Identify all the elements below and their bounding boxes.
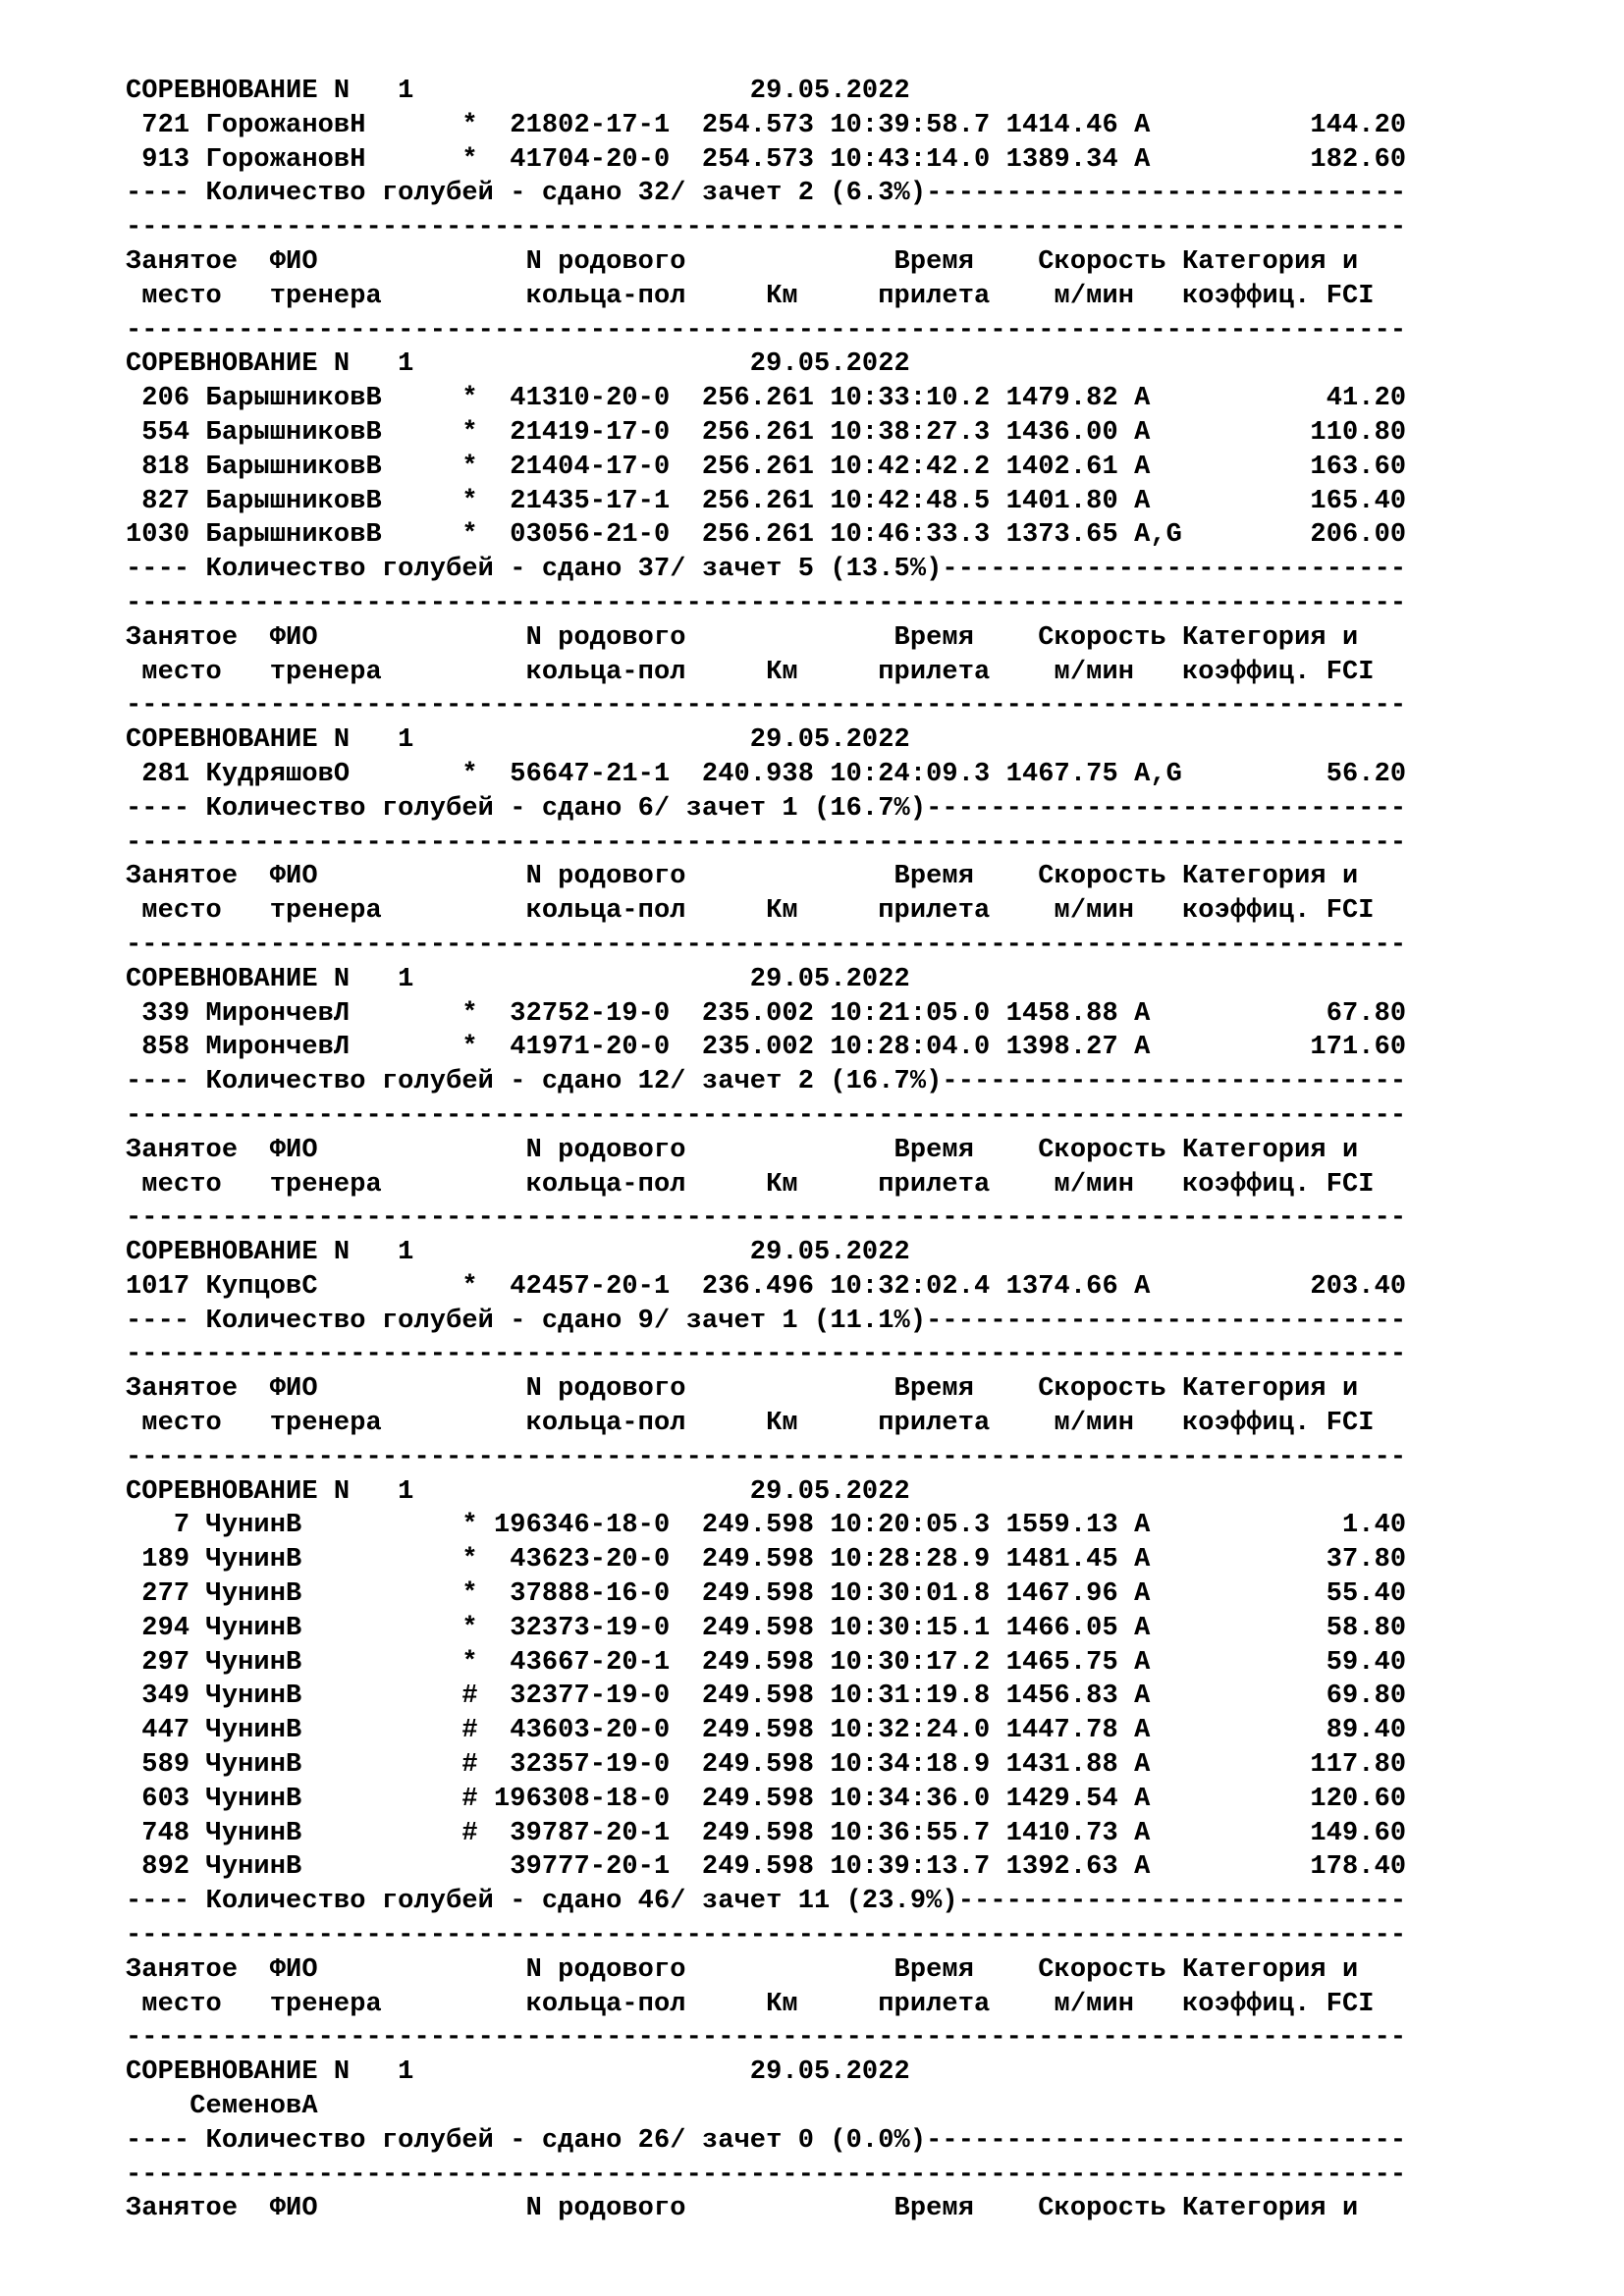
results-printout [126,75,1406,2226]
column-header: место тренера кольца-пол Км прилета м/мин коэффиц. FCI [126,281,1375,311]
result-row: 447 ЧунинВ # 43603-20-0 249.598 10:32:24.0 1447.78 A 89.40 [126,1716,1407,1746]
separator-line: -------------------------------------------------------------------------------- [126,930,1407,960]
result-row: 858 МирончевЛ * 41971-20-0 235.002 10:28:04.0 1398.27 A 171.60 [126,1033,1407,1063]
column-header: Занятое ФИО N родового Время Скорость Категория и [126,1954,1359,1985]
result-row: 339 МирончевЛ * 32752-19-0 235.002 10:21:05.0 1458.88 A 67.80 [126,998,1407,1029]
result-row: 818 БарышниковВ * 21404-17-0 256.261 10:42:42.2 1402.61 A 163.60 [126,452,1407,482]
column-header: место тренера кольца-пол Км прилета м/мин коэффиц. FCI [126,1989,1375,2019]
separator-line: -------------------------------------------------------------------------------- [126,828,1407,858]
separator-line: -------------------------------------------------------------------------------- [126,588,1407,618]
separator-line: -------------------------------------------------------------------------------- [126,315,1407,346]
column-header: Занятое ФИО N родового Время Скорость Категория и [126,1135,1359,1165]
result-row: 297 ЧунинВ * 43667-20-1 249.598 10:30:17.2 1465.75 A 59.40 [126,1647,1407,1678]
result-row: 913 ГорожановН * 41704-20-0 254.573 10:43:14.0 1389.34 A 182.60 [126,144,1407,175]
summary-line: ---- Количество голубей - сдано 12/ зачет 2 (16.7%)----------------------------- [126,1067,1407,1097]
result-row: 189 ЧунинВ * 43623-20-0 249.598 10:28:28.9 1481.45 A 37.80 [126,1545,1407,1575]
result-row: 281 КудряшовО * 56647-21-1 240.938 10:24:09.3 1467.75 A,G 56.20 [126,759,1407,789]
competition-header: СОРЕВНОВАНИЕ N 1 29.05.2022 [126,1238,910,1268]
column-header: Занятое ФИО N родового Время Скорость Категория и [126,1374,1359,1405]
result-row: 827 БарышниковВ * 21435-17-1 256.261 10:42:48.5 1401.80 A 165.40 [126,486,1407,516]
separator-line: -------------------------------------------------------------------------------- [126,691,1407,721]
competition-header: СОРЕВНОВАНИЕ N 1 29.05.2022 [126,1476,910,1507]
result-row: 589 ЧунинВ # 32357-19-0 249.598 10:34:18.9 1431.88 A 117.80 [126,1750,1407,1781]
column-header: Занятое ФИО N родового Время Скорость Категория и [126,622,1359,653]
result-row: 1030 БарышниковВ * 03056-21-0 256.261 10:46:33.3 1373.65 A,G 206.00 [126,520,1407,551]
result-row: 892 ЧунинВ 39777-20-1 249.598 10:39:13.7 1392.63 A 178.40 [126,1852,1407,1883]
summary-line: ---- Количество голубей - сдано 32/ зачет 2 (6.3%)------------------------------ [126,179,1407,209]
summary-line: ---- Количество голубей - сдано 37/ зачет 5 (13.5%)----------------------------- [126,555,1407,585]
competition-header: СОРЕВНОВАНИЕ N 1 29.05.2022 [126,725,910,756]
column-header: место тренера кольца-пол Км прилета м/мин коэффиц. FCI [126,896,1375,927]
separator-line: -------------------------------------------------------------------------------- [126,1442,1407,1472]
result-row: 7 ЧунинВ * 196346-18-0 249.598 10:20:05.3 1559.13 A 1.40 [126,1511,1407,1541]
separator-line: -------------------------------------------------------------------------------- [126,1921,1407,1951]
result-row: 294 ЧунинВ * 32373-19-0 249.598 10:30:15.1 1466.05 A 58.80 [126,1613,1407,1643]
result-row: СеменовА [126,2092,318,2122]
column-header: место тренера кольца-пол Км прилета м/мин коэффиц. FCI [126,1409,1375,1439]
separator-line: -------------------------------------------------------------------------------- [126,2023,1407,2054]
column-header: Занятое ФИО N родового Время Скорость Категория и [126,862,1359,892]
result-row: 721 ГорожановН * 21802-17-1 254.573 10:39:58.7 1414.46 A 144.20 [126,110,1407,140]
column-header: Занятое ФИО N родового Время Скорость Категория и [126,2194,1359,2224]
result-row: 554 БарышниковВ * 21419-17-0 256.261 10:38:27.3 1436.00 A 110.80 [126,417,1407,448]
column-header: Занятое ФИО N родового Время Скорость Категория и [126,246,1359,277]
separator-line: -------------------------------------------------------------------------------- [126,213,1407,243]
separator-line: -------------------------------------------------------------------------------- [126,1100,1407,1131]
summary-line: ---- Количество голубей - сдано 26/ зачет 0 (0.0%)------------------------------ [126,2125,1407,2156]
competition-header: СОРЕВНОВАНИЕ N 1 29.05.2022 [126,964,910,994]
competition-header: СОРЕВНОВАНИЕ N 1 29.05.2022 [126,77,910,106]
summary-line: ---- Количество голубей - сдано 9/ зачет 1 (11.1%)------------------------------ [126,1306,1407,1336]
competition-header: СОРЕВНОВАНИЕ N 1 29.05.2022 [126,349,910,380]
column-header: место тренера кольца-пол Км прилета м/мин коэффиц. FCI [126,657,1375,687]
result-row: 1017 КупцовС * 42457-20-1 236.496 10:32:02.4 1374.66 A 203.40 [126,1271,1407,1302]
result-row: 748 ЧунинВ # 39787-20-1 249.598 10:36:55.7 1410.73 A 149.60 [126,1818,1407,1848]
column-header: место тренера кольца-пол Км прилета м/мин коэффиц. FCI [126,1169,1375,1200]
separator-line: -------------------------------------------------------------------------------- [126,1203,1407,1234]
result-row: 603 ЧунинВ # 196308-18-0 249.598 10:34:36.0 1429.54 A 120.60 [126,1784,1407,1814]
summary-line: ---- Количество голубей - сдано 46/ зачет 11 (23.9%)---------------------------- [126,1887,1407,1917]
result-row: 277 ЧунинВ * 37888-16-0 249.598 10:30:01.8 1467.96 A 55.40 [126,1579,1407,1610]
separator-line: -------------------------------------------------------------------------------- [126,2160,1407,2190]
separator-line: -------------------------------------------------------------------------------- [126,1340,1407,1370]
competition-header: СОРЕВНОВАНИЕ N 1 29.05.2022 [126,2057,910,2088]
result-row: 206 БарышниковВ * 41310-20-0 256.261 10:33:10.2 1479.82 A 41.20 [126,384,1407,414]
summary-line: ---- Количество голубей - сдано 6/ зачет 1 (16.7%)------------------------------ [126,793,1407,824]
result-row: 349 ЧунинВ # 32377-19-0 249.598 10:31:19.8 1456.83 A 69.80 [126,1682,1407,1712]
